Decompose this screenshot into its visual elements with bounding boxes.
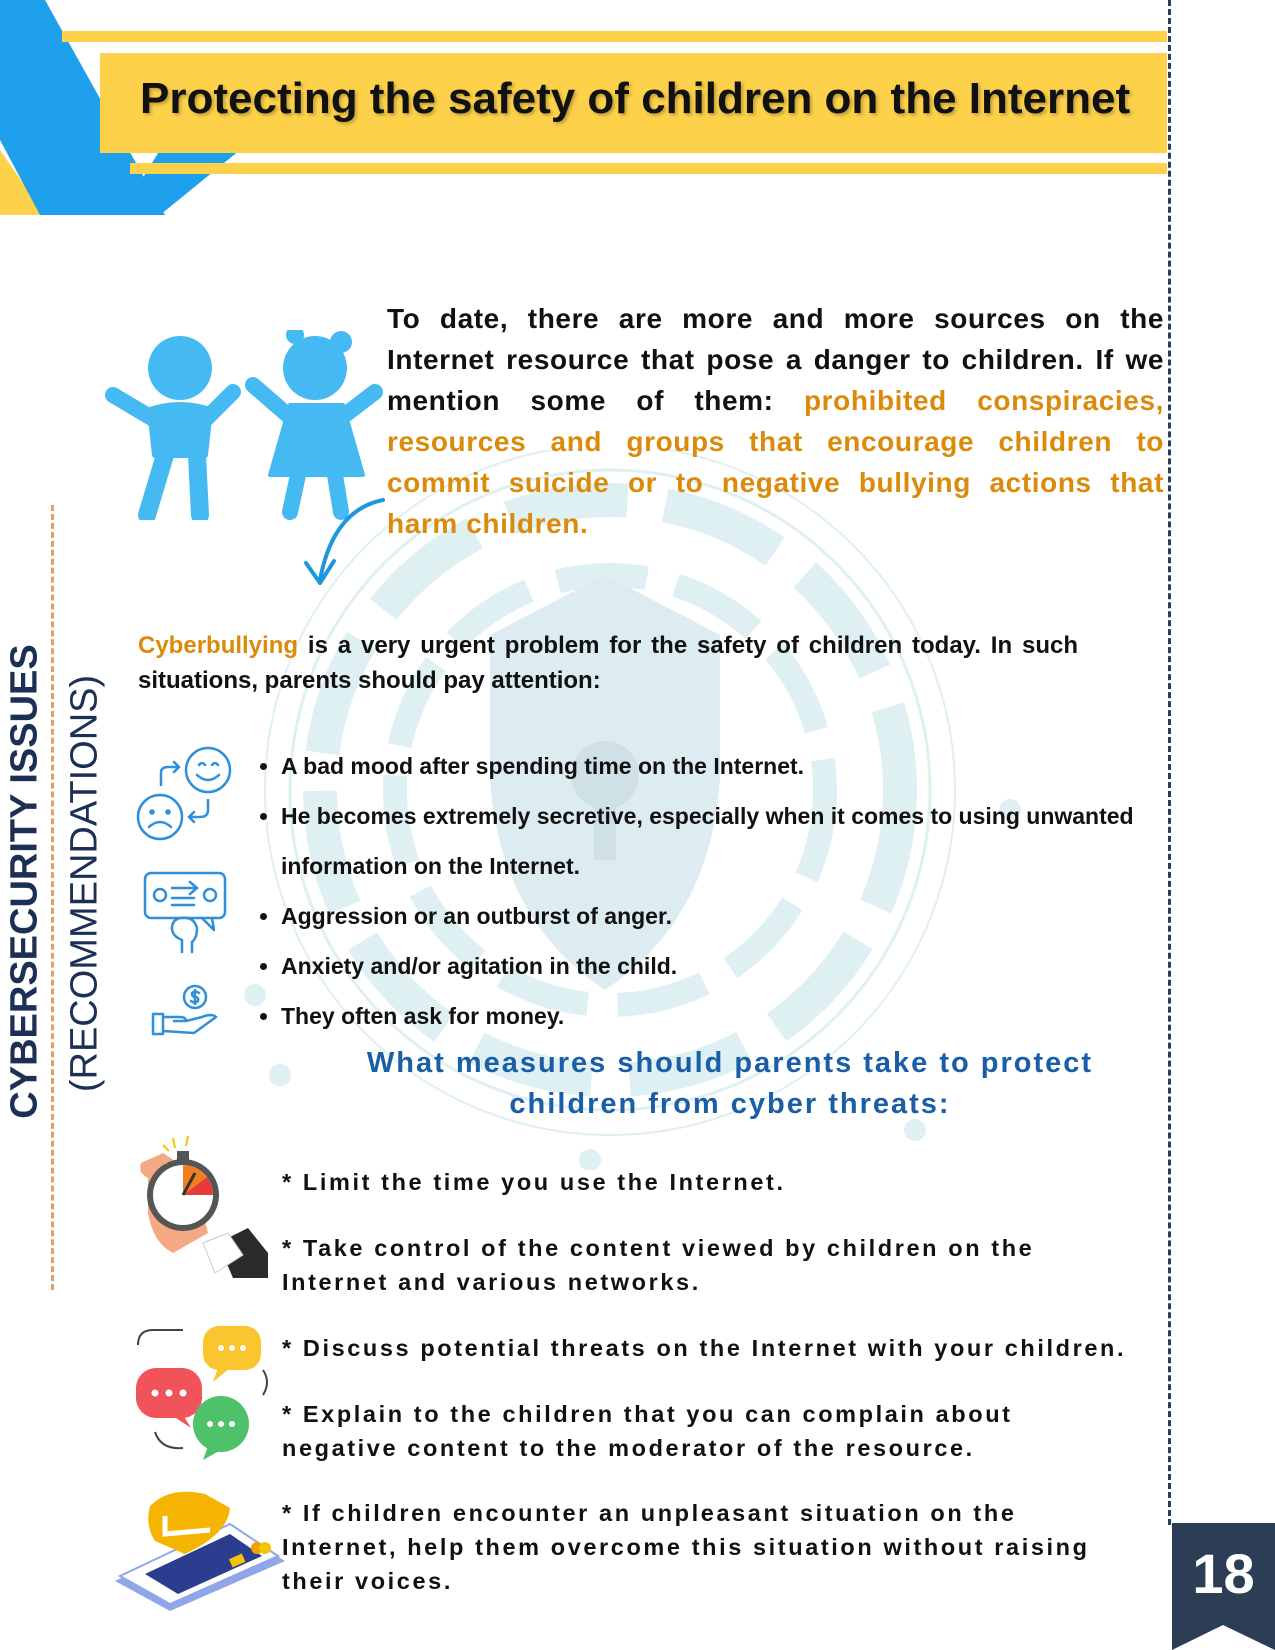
tip-help-overcome — [282, 1496, 1090, 1598]
tip-line: negative content to the moderator of the resource. — [282, 1435, 975, 1461]
tip-line: Internet and various networks. — [282, 1269, 701, 1295]
signs-list — [255, 741, 1141, 1041]
secretive-person-icon — [142, 870, 230, 955]
tip-line: * Limit the time you use the Internet. — [282, 1169, 786, 1195]
side-dashed-line — [51, 505, 54, 1290]
header-stripe-top — [62, 31, 1167, 42]
sign-item: • They often ask for money. — [281, 991, 1141, 1041]
header-stripe-bottom — [130, 163, 1167, 174]
sign-item: • He becomes extremely secretive, especially when it comes to using unwanted information on the Internet. — [281, 791, 1141, 891]
cyberbullying-paragraph — [138, 628, 1078, 698]
right-dashed-border — [1168, 0, 1171, 1525]
tip-complain-moderator — [282, 1397, 1013, 1465]
intro-paragraph — [387, 298, 1164, 544]
cyberbullying-keyword: Cyberbullying — [138, 632, 299, 659]
tip-line: * Take control of the content viewed by children on the — [282, 1235, 1035, 1261]
children-icon — [105, 330, 390, 520]
curved-arrow-icon — [298, 495, 388, 590]
tip-line: * Explain to the children that you can complain about — [282, 1401, 1013, 1427]
mood-change-icon — [136, 745, 236, 845]
cyberbullying-text: is a very urgent problem for the safety of children today. In such situations, parents should pay attention: — [138, 632, 1078, 694]
page-number: 18 — [1192, 1542, 1255, 1605]
page-title: Protecting the safety of children on the Internet — [140, 74, 1131, 123]
sign-item: • A bad mood after spending time on the Internet. — [281, 741, 1141, 791]
money-hand-icon — [150, 983, 225, 1038]
side-title: CYBERSECURITY ISSUES — [3, 644, 46, 1119]
tip-limit-time — [282, 1165, 786, 1199]
tip-line: * Discuss potential threats on the Internet with your children. — [282, 1335, 1127, 1361]
tip-line: * If children encounter an unpleasant situation on the — [282, 1500, 1017, 1526]
intro-highlight: prohibited conspiracies, resources and groups that encourage children to commit suicide or to negative bullying actions that harm children. — [387, 385, 1164, 539]
measures-title: What measures should parents take to protect children from cyber threats: — [366, 1047, 1094, 1120]
chat-bubbles-icon — [133, 1320, 273, 1460]
side-subtitle: (RECOMMENDATIONS) — [63, 674, 106, 1093]
tip-discuss-threats — [282, 1331, 1126, 1365]
phone-shield-icon — [110, 1486, 290, 1611]
tip-line: Internet, help them overcome this situation without raising — [282, 1534, 1090, 1560]
sign-item: • Anxiety and/or agitation in the child. — [281, 941, 1141, 991]
tip-line: their voices. — [282, 1568, 453, 1594]
sign-item: • Aggression or an outburst of anger. — [281, 891, 1141, 941]
tip-control-content — [282, 1231, 1034, 1299]
intro-text: To date, there are more and more sources on the Internet resource that pose a danger to children. If we mention some of them: — [387, 303, 1164, 416]
stopwatch-hand-icon — [133, 1133, 268, 1278]
